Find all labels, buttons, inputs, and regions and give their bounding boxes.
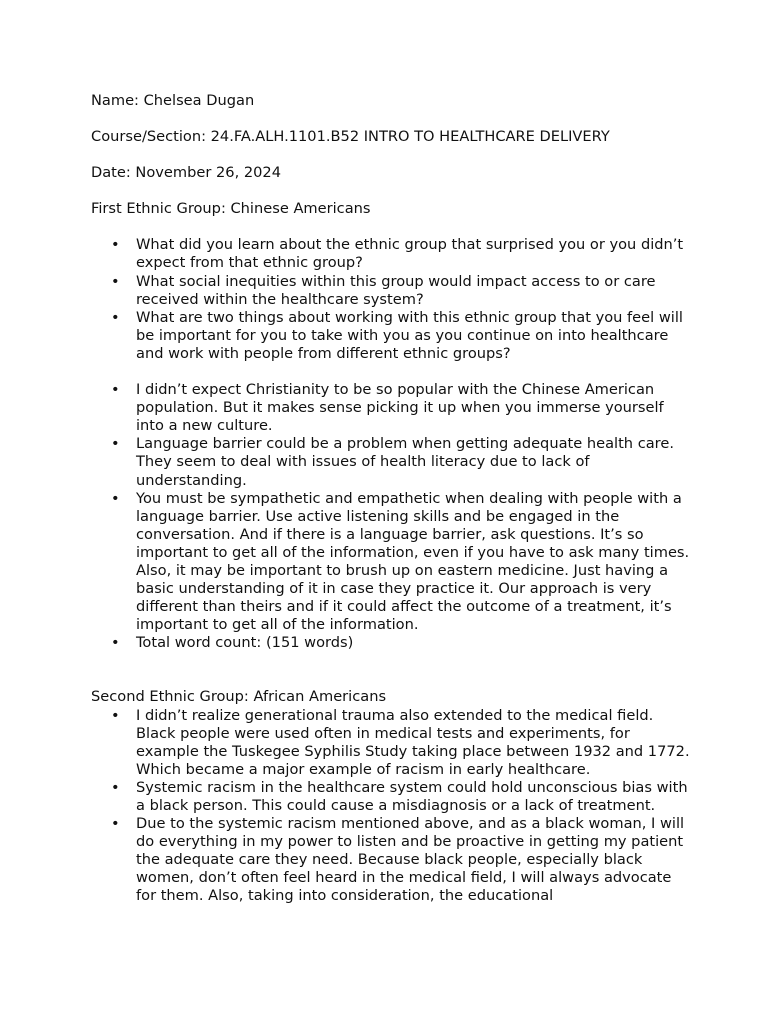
list-item: • Systemic racism in the healthcare system could hold unconscious bias with a black person. This could cause a misdiagnosis or a lack of treatment.	[91, 779, 691, 815]
list-item: • I didn’t realize generational trauma also extended to the medical field. Black people were used often in medical tests and experiments, for example the Tuskegee Syphilis Study taking place between 1932 and 1772. Which became a major example of racism in early healthcare.	[91, 707, 691, 779]
list-item: • Language barrier could be a problem when getting adequate health care. They seem to deal with issues of health literacy due to lack of understanding.	[91, 435, 691, 489]
document-page	[91, 92, 691, 906]
student-name: Name: Chelsea Dugan	[91, 92, 255, 109]
course-section: Course/Section: 24.FA.ALH.1101.B52 INTRO TO HEALTHCARE DELIVERY	[91, 128, 610, 146]
list-item: • Total word count: (151 words)	[91, 634, 691, 652]
first-group-answers	[91, 381, 691, 652]
first-group-questions	[91, 236, 691, 363]
submission-date: Date: November 26, 2024	[91, 164, 281, 182]
list-item: • I didn’t expect Christianity to be so popular with the Chinese American population. But it makes sense picking it up when you immerse yourself into a new culture.	[91, 381, 691, 435]
first-group-heading: First Ethnic Group: Chinese Americans	[91, 200, 371, 218]
list-item: • What social inequities within this group would impact access to or care received within the healthcare system?	[91, 273, 691, 309]
list-item: • What are two things about working with this ethnic group that you feel will be important for you to take with you as you continue on into healthcare and work with people from different ethnic groups?	[91, 309, 691, 363]
list-item: • You must be sympathetic and empathetic when dealing with people with a language barrier. Use active listening skills and be engaged in the conversation. And if there is a language barrier, ask questions. It’s so important to get all of the information, even if you have to ask many times. Also, it may be important to brush up on eastern medicine. Just having a basic understanding of it in case they practice it. Our approach is very different than theirs and if it could affect the outcome of a treatment, it’s important to get all of the information.	[91, 490, 691, 635]
list-item: • What did you learn about the ethnic group that surprised you or you didn’t expect from that ethnic group?	[91, 236, 691, 272]
second-group-answers	[91, 707, 691, 906]
second-group-heading: Second Ethnic Group: African Americans	[91, 688, 387, 706]
list-item: • Due to the systemic racism mentioned above, and as a black woman, I will do everything in my power to listen and be proactive in getting my patient the adequate care they need. Because black people, especially black women, don’t often feel heard in the medical field, I will always advocate for them. Also, taking into consideration, the educational	[91, 815, 691, 905]
